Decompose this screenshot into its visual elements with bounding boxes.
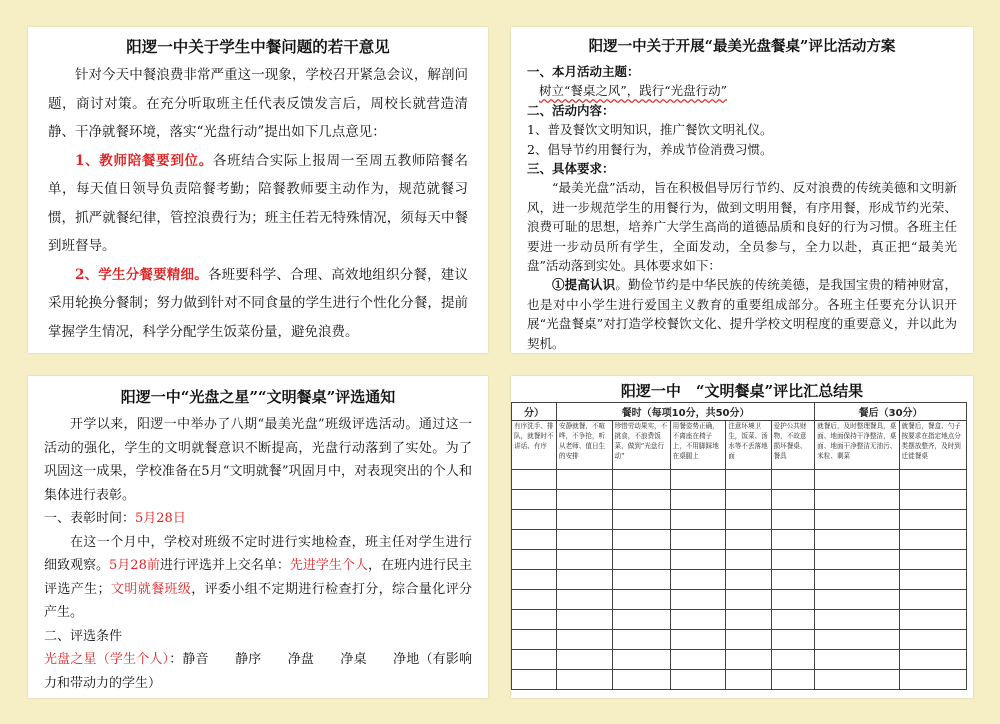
doc1-point1 [48,147,468,261]
table-cell [612,610,670,630]
table-cell [612,470,670,490]
table-cell [670,570,726,590]
table-cell [557,650,613,670]
criteria-row [512,421,967,470]
doc1-point2-text: 各班要科学、合理、高效地组织分餐，建议采用轮换分餐制；努力做到针对不同食量的学生进行个性化分餐，提前掌握学生情况，科学分配学生饭菜份量，避免浪费。 [48,266,469,340]
table-cell [899,670,966,690]
table-cell [612,630,670,650]
criterion-cell: 就餐后，及时整理餐具，桌面、地面保持干净整洁，桌面、地面干净整洁无油污、米粒、剩菜 [815,421,899,470]
table-cell [726,610,771,630]
col-header-after: 餐后（30分） [815,403,967,421]
table-cell [726,530,771,550]
doc2-item2: 2、倡导节约用餐行为，养成节俭消费习惯。 [527,141,773,157]
table-row [512,570,967,590]
doc1-title: 阳逻一中关于学生中餐问题的若干意见 [126,37,390,56]
table-cell [771,630,815,650]
doc3-title: 阳逻一中“光盘之星”“文明餐桌”评选通知 [120,388,396,406]
doc3-sec1: 一、表彰时间：5月28日 [44,511,186,526]
table-cell [670,590,726,610]
criterion-cell: 有序洗手、排队，就餐时不讲话、有序 [512,421,557,470]
table-cell [771,670,815,690]
table-cell [726,650,771,670]
doc3-intro: 开学以来，阳逻一中举办了八期“最美光盘”班级评选活动。通过这一活动的强化，学生的文明就餐意识不断提高，光盘行动落到了实处。为了巩固这一成果，学校准备在5月“文明就餐”巩固月中，对表现突出的个人和集体进行表彰。 [44,417,472,503]
table-cell [612,570,670,590]
table-cell [670,610,726,630]
doc1-point2-heading: 2、学生分餐要精细。 [75,266,208,283]
doc2-sub1: ①提高认识。勤俭节约是中华民族的传统美德，是我国宝贵的精神财富，也是对中小学生进行爱国主义教育的重要组成部分。各班主任要充分认识开展“光盘餐桌”对打造学校餐饮文化、提升学校文明程度的重要意义，并以此为契机。 [527,277,957,351]
table-cell [612,650,670,670]
table-row [512,590,967,610]
doc-lunch-opinions [28,27,488,353]
table-cell [726,490,771,510]
table-cell [612,670,670,690]
doc-clean-plate-plan [511,27,973,353]
table-cell [815,670,899,690]
table-cell [557,570,613,590]
table-cell [726,470,771,490]
table-cell [815,550,899,570]
doc4-title: 阳逻一中 “文明餐桌”评比汇总结果 [620,382,864,400]
table-row [512,650,967,670]
doc-results-table [511,376,973,698]
doc3-conditions: 光盘之星（学生个人）：静音 静序 净盘 净桌 净地（有影响力和带动力的学生） [44,652,472,691]
table-cell [612,510,670,530]
table-cell [726,550,771,570]
criterion-cell: 珍惜劳动果实，不挑食，不浪费饭菜，做到“光盘行动” [612,421,670,470]
doc2-sec2: 二、活动内容： [527,102,615,118]
criterion-cell: 就餐后，餐盒、勺子按要求在指定地点分类摆放整齐，及时到迁徙餐桌 [899,421,966,470]
table-cell [612,590,670,610]
doc2-item1: 1、普及餐饮文明知识，推广餐饮文明礼仪。 [527,122,773,138]
table-cell [670,630,726,650]
table-cell [670,530,726,550]
table-row [512,490,967,510]
table-cell [815,650,899,670]
doc2-theme: 树立“餐桌之风”，践行“光盘行动” [539,83,728,99]
doc2-body [511,62,973,353]
table-cell [899,490,966,510]
criterion-cell: 用餐姿势正确，不离座在椅子上，不用脚踩地在桌腿上 [670,421,726,470]
table-row [512,530,967,550]
doc1-point2 [48,261,468,347]
table-cell [815,530,899,550]
table-cell [512,550,557,570]
table-cell [899,530,966,550]
table-cell [815,470,899,490]
table-cell [899,590,966,610]
doc1-body [28,61,488,346]
table-cell [899,470,966,490]
criterion-cell: 注意环境卫生，饭菜、汤水等不丢落地面 [726,421,771,470]
table-cell [512,490,557,510]
criterion-cell: 爱护公共财物，不故意损坏餐桌、餐具 [771,421,815,470]
table-cell [670,650,726,670]
table-cell [726,590,771,610]
table-row [512,610,967,630]
table-cell [557,470,613,490]
doc3-body [28,413,488,695]
table-cell [815,570,899,590]
doc2-sec1: 一、本月活动主题： [527,64,640,79]
table-cell [815,630,899,650]
table-cell [512,650,557,670]
table-cell [557,670,613,690]
table-cell [899,650,966,670]
table-cell [726,630,771,650]
table-cell [771,470,815,490]
doc1-point1-text: 各班结合实际上报周一至周五教师陪餐名单，每天值日领导负责陪餐考勤；陪餐教师要主动作为，规范就餐习惯，抓严就餐纪律，管控浪费行为；班主任若无特殊情况，须每天中餐到班督导。 [48,152,468,254]
table-cell [512,470,557,490]
table-cell [612,490,670,510]
table-cell [557,550,613,570]
table-cell [612,550,670,570]
table-cell [512,590,557,610]
table-cell [557,590,613,610]
table-cell [670,670,726,690]
table-cell [512,630,557,650]
table-cell [557,630,613,650]
table-cell [815,610,899,630]
table-cell [512,510,557,530]
col-header-meal: 餐时（每项10分，共50分） [557,403,815,421]
table-cell [670,470,726,490]
table-cell [612,530,670,550]
table-cell [899,630,966,650]
doc2-title: 阳逻一中关于开展“最美光盘餐桌”评比活动方案 [588,38,896,55]
table-cell [670,490,726,510]
table-cell [771,530,815,550]
table-cell [815,590,899,610]
table-cell [815,490,899,510]
award-date: 5月28日 [135,511,186,526]
table-cell [512,570,557,590]
table-row [512,470,967,490]
table-cell [557,610,613,630]
doc2-sec3: 三、具体要求： [527,161,615,177]
table-cell [899,610,966,630]
table-cell [557,490,613,510]
table-cell [771,650,815,670]
table-cell [771,550,815,570]
results-table [511,402,967,690]
doc3-sec2: 二、评选条件 [44,628,123,644]
doc2-requirements: “最美光盘”活动，旨在积极倡导厉行节约、反对浪费的传统美德和文明新风，进一步规范学生的用餐行为，做到文明用餐，有序用餐，形成节约光荣、浪费可耻的思想，培养广大学生高尚的道德品质和良好的行为习惯。各班主任要进一步动员所有学生，全面发动，全员参与，全力以赴，真正把“最美光盘”活动落到实处。具体要求如下： [527,180,957,274]
table-cell [512,530,557,550]
table-row [512,510,967,530]
table-cell [726,510,771,530]
table-cell [557,510,613,530]
table-cell [726,570,771,590]
table-cell [670,510,726,530]
table-cell [771,490,815,510]
table-row [512,670,967,690]
table-row [512,630,967,650]
table-cell [815,510,899,530]
criterion-cell: 安静就餐，不喧哗，不争抢，听从老师、值日生的安排 [557,421,613,470]
doc1-intro: 针对今天中餐浪费非常严重这一现象，学校召开紧急会议，解剖问题，商讨对策。在充分听取班主任代表反馈发言后，周校长就营造清静、干净就餐环境，落实“光盘行动”提出如下几点意见： [48,67,468,140]
table-cell [771,590,815,610]
table-cell [557,530,613,550]
table-cell [771,570,815,590]
doc1-point1-heading: 1、教师陪餐要到位。 [75,152,213,169]
doc3-para2: 在这一个月中，学校对班级不定时进行实地检查，班主任对学生进行细致观察。5月28前进行评选并上交名单：先进学生个人，在班内进行民主评选产生；文明就餐班级，评委小组不定期进行检查打分，综合量化评分产生。 [44,534,472,620]
table-cell [899,510,966,530]
col-header-left: 分） [512,403,557,421]
table-cell [670,550,726,570]
table-cell [771,610,815,630]
table-cell [512,610,557,630]
table-cell [899,550,966,570]
doc-selection-notice [28,376,488,698]
table-cell [771,510,815,530]
table-cell [899,570,966,590]
table-cell [726,670,771,690]
table-cell [512,670,557,690]
table-row [512,550,967,570]
